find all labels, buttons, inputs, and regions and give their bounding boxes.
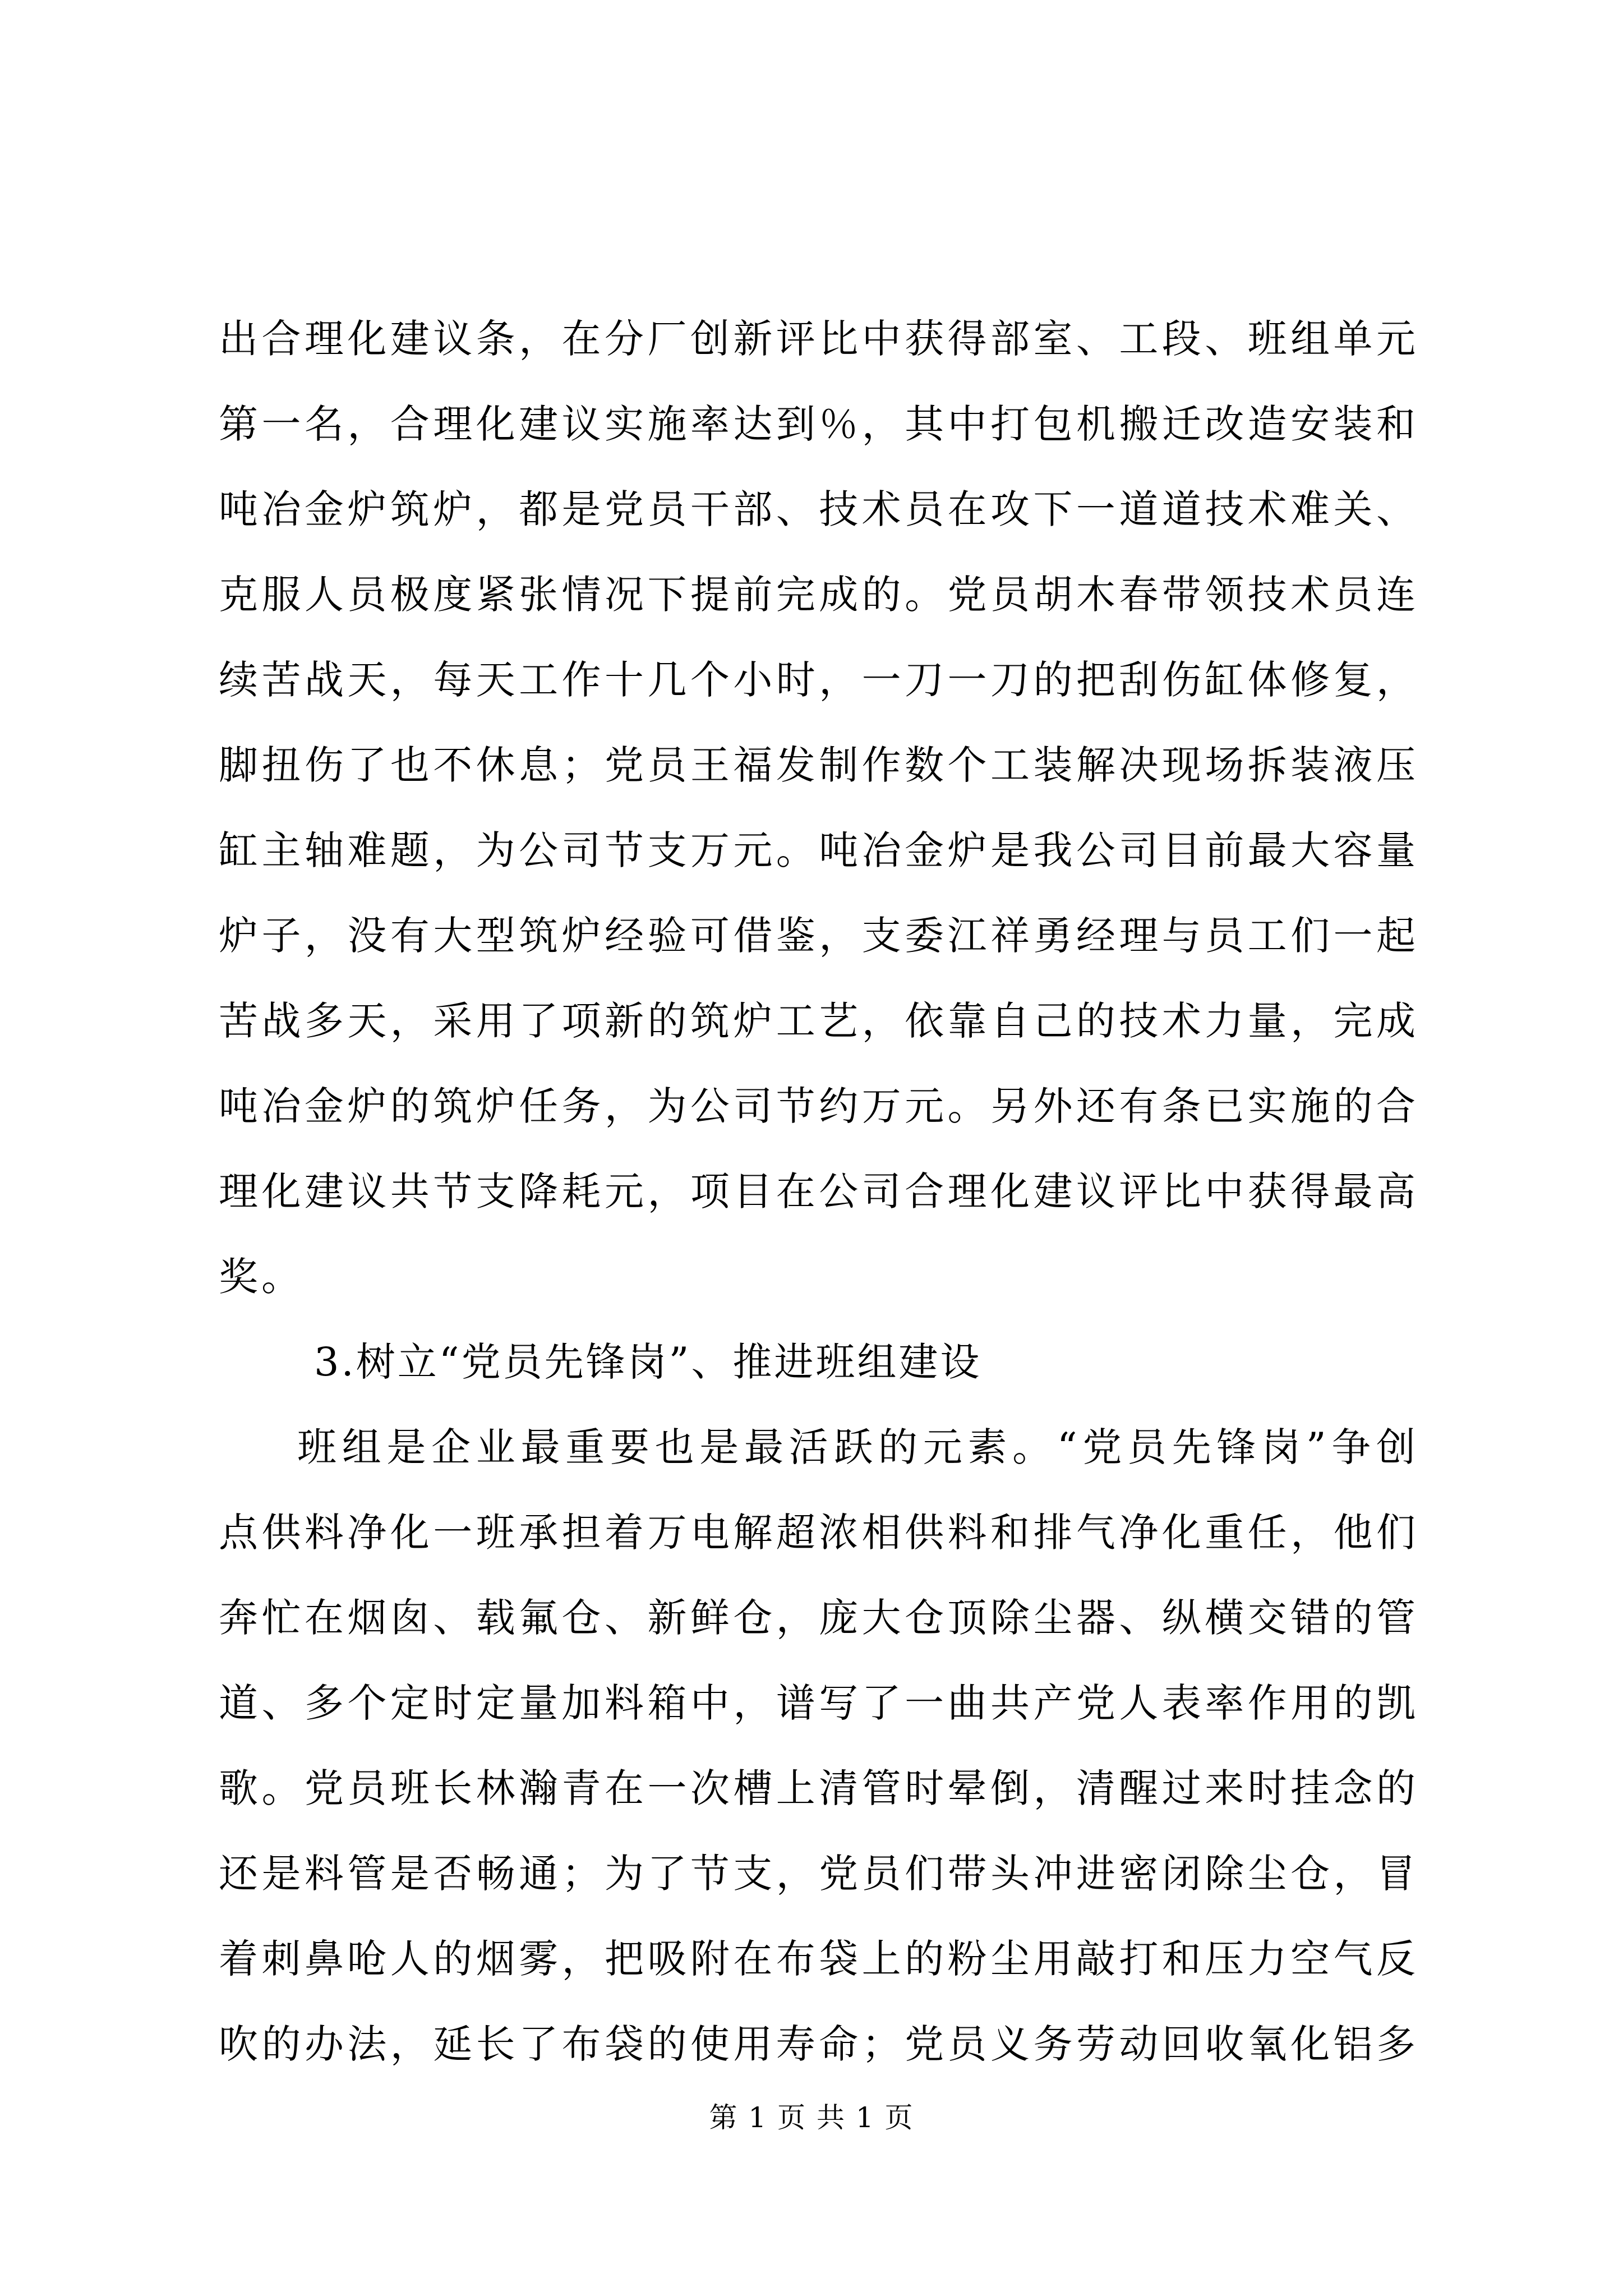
section-heading: 3.树立“党员先锋岗”、推进班组建设 — [314, 1339, 982, 1385]
text-line: 还是料管是否畅通；为了节支，党员们带头冲进密闭除尘仓，冒 — [219, 1851, 1419, 1897]
text-line: 续苦战天，每天工作十几个小时，一刀一刀的把刮伤缸体修复， — [219, 657, 1419, 703]
text-line: 出合理化建议条，在分厂创新评比中获得部室、工段、班组单元 — [219, 316, 1419, 362]
text-line: 吹的办法，延长了布袋的使用寿命；党员义务劳动回收氧化铝多 — [219, 2021, 1419, 2067]
text-line: 克服人员极度紧张情况下提前完成的。党员胡木春带领技术员连 — [219, 572, 1419, 618]
text-line: 奔忙在烟囱、载氟仓、新鲜仓，庞大仓顶除尘器、纵横交错的管 — [219, 1595, 1419, 1641]
text-line: 着刺鼻呛人的烟雾，把吸附在布袋上的粉尘用敲打和压力空气反 — [219, 1936, 1419, 1982]
document-body — [219, 296, 1419, 2087]
text-line: 班组是企业最重要也是最活跃的元素。“党员先锋岗”争创 — [297, 1424, 1419, 1470]
page-footer: 第 1 页 共 1 页 — [709, 2101, 914, 2134]
text-line: 第一名，合理化建议实施率达到％，其中打包机搬迁改造安装和 — [219, 401, 1419, 447]
text-line: 缸主轴难题，为公司节支万元。吨冶金炉是我公司目前最大容量 — [219, 827, 1419, 873]
text-line: 吨冶金炉的筑炉任务，为公司节约万元。另外还有条已实施的合 — [219, 1083, 1419, 1129]
text-line: 炉子，没有大型筑炉经验可借鉴，支委江祥勇经理与员工们一起 — [219, 913, 1419, 959]
text-line: 理化建议共节支降耗元，项目在公司合理化建议评比中获得最高 — [219, 1168, 1419, 1214]
text-line: 苦战多天，采用了项新的筑炉工艺，依靠自己的技术力量，完成 — [219, 998, 1419, 1044]
text-line: 歌。党员班长林瀚青在一次槽上清管时晕倒，清醒过来时挂念的 — [219, 1765, 1419, 1811]
text-line: 奖。 — [219, 1254, 304, 1300]
text-line: 吨冶金炉筑炉，都是党员干部、技术员在攻下一道道技术难关、 — [219, 486, 1419, 532]
text-line: 道、多个定时定量加料箱中，谱写了一曲共产党人表率作用的凯 — [219, 1680, 1419, 1726]
paragraph-2 — [219, 1405, 1419, 2087]
text-line: 点供料净化一班承担着万电解超浓相供料和排气净化重任，他们 — [219, 1510, 1419, 1556]
text-line: 脚扭伤了也不休息；党员王福发制作数个工装解决现场拆装液压 — [219, 742, 1419, 788]
paragraph-1 — [219, 296, 1419, 1319]
